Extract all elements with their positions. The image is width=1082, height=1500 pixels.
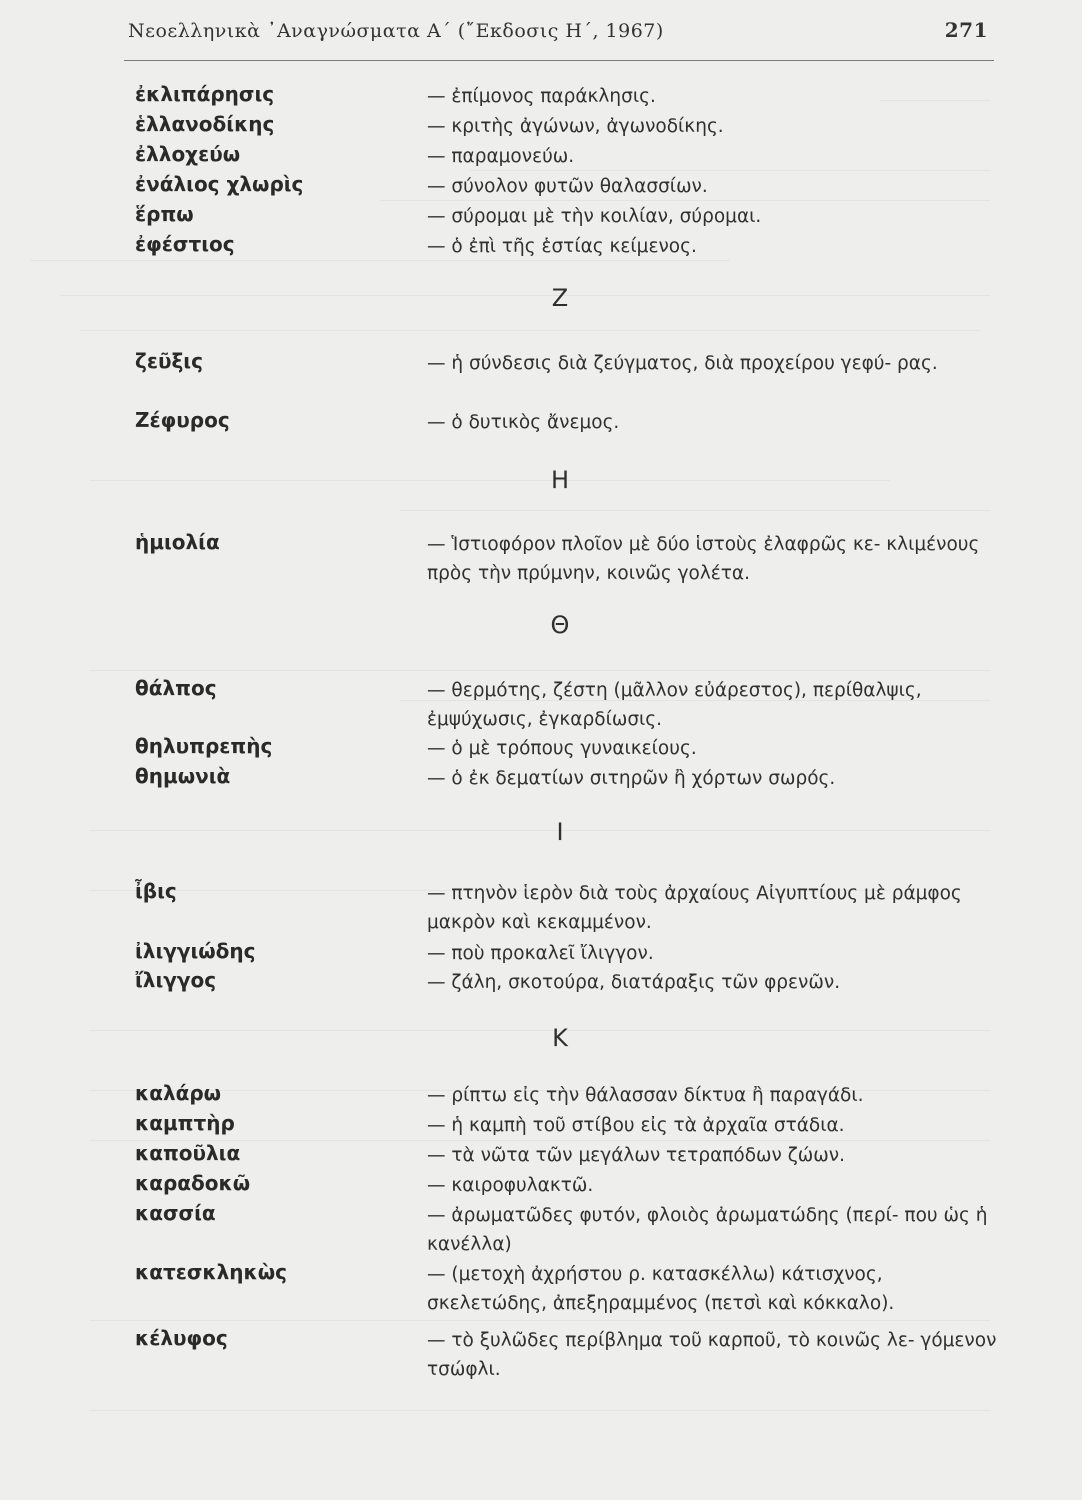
entry-definition: — παραμονεύω. xyxy=(427,146,575,167)
section-letter: Θ xyxy=(550,611,570,639)
header-rule xyxy=(124,60,994,61)
entry-definition: — ὁ μὲ τρόπους γυναικείους. xyxy=(427,738,697,759)
entry-term: ἐλλοχεύω xyxy=(135,142,241,166)
entry-term: καλάρω xyxy=(135,1081,222,1105)
entry-definition: — σύνολον φυτῶν θαλασσίων. xyxy=(427,176,708,197)
entry-definition: — ἡ σύνδεσις διὰ ζεύγματος, διὰ προχείρου γεφύ- ρας. xyxy=(427,353,938,374)
entry-term: θημωνιὰ xyxy=(135,764,231,788)
entry-definition: — ὁ δυτικὸς ἄνεμος. xyxy=(427,412,620,433)
book-title: Νεοελληνικὰ ᾿Αναγνώσματα Α΄ (῎Εκδοσις Η΄, 1967) xyxy=(128,20,664,42)
entry-term: καποῦλια xyxy=(135,1141,241,1165)
section-letter: Ζ xyxy=(551,284,569,312)
entry-term: θηλυπρεπὴς xyxy=(135,734,273,758)
entry-term: καμπτὴρ xyxy=(135,1111,235,1135)
entry-definition: — θερμότης, ζέστη (μᾶλλον εὐάρεστος), περίθαλψις, ἐμψύχωσις, ἐγκαρδίωσις. xyxy=(427,680,922,730)
entry-definition: — ὁ ἐκ δεματίων σιτηρῶν ἢ χόρτων σωρός. xyxy=(427,768,836,789)
entry-term: κέλυφος xyxy=(135,1326,228,1350)
section-letter: Η xyxy=(550,466,570,494)
entry-definition: — σύρομαι μὲ τὴν κοιλίαν, σύρομαι. xyxy=(427,206,762,227)
entry-definition: — ἐπίμονος παράκλησις. xyxy=(427,86,656,107)
section-letter: Κ xyxy=(552,1024,568,1052)
entry-term: Ζέφυρος xyxy=(135,408,230,432)
entry-definition: — ἀρωματῶδες φυτόν, φλοιὸς ἀρωματώδης (περί- που ὡς ἡ κανέλλα) xyxy=(427,1205,988,1255)
entry-definition: — (μετοχὴ ἀχρήστου ρ. κατασκέλλω) κάτισχνος, σκελετώδης, ἀπεξηραμμένος (πετσὶ καὶ κόκκαλο). xyxy=(427,1264,895,1314)
entry-term: ἰλιγγιώδης xyxy=(135,939,256,963)
entry-definition: — τὰ νῶτα τῶν μεγάλων τετραπόδων ζώων. xyxy=(427,1145,846,1166)
page-number: 271 xyxy=(944,18,988,42)
entry-term: ζεῦξις xyxy=(135,349,203,373)
entry-term: ἕρπω xyxy=(135,202,194,226)
entry-definition: — ὁ ἐπὶ τῆς ἑστίας κείμενος. xyxy=(427,236,697,257)
entry-term: ἐφέστιος xyxy=(135,232,235,256)
entry-definition: — ἡ καμπὴ τοῦ στίβου εἰς τὰ ἀρχαῖα στάδια. xyxy=(427,1115,845,1136)
entry-definition: — ποὺ προκαλεῖ ἴλιγγον. xyxy=(427,943,654,964)
entry-definition: — Ἱστιοφόρον πλοῖον μὲ δύο ἱστοὺς ἐλαφρῶς κε- κλιμένους πρὸς τὴν πρύμνην, κοινῶς γολέτα. xyxy=(427,534,980,584)
entry-term: κασσία xyxy=(135,1201,216,1225)
entry-definition: — κριτὴς ἀγώνων, ἀγωνοδίκης. xyxy=(427,116,724,137)
entry-term: ἡμιολία xyxy=(135,530,220,554)
entry-definition: — καιροφυλακτῶ. xyxy=(427,1175,594,1196)
entry-term: ἑλλανοδίκης xyxy=(135,112,275,136)
entry-term: θάλπος xyxy=(135,676,217,700)
entry-term: ἶβις xyxy=(135,879,177,903)
entry-term: καραδοκῶ xyxy=(135,1171,251,1195)
entry-term: κατεσκληκὼς xyxy=(135,1260,287,1284)
entry-definition: — τὸ ξυλῶδες περίβλημα τοῦ καρποῦ, τὸ κοινῶς λε- γόμενον τσώφλι. xyxy=(427,1330,997,1380)
entry-term: ἐνάλιος χλωρὶς xyxy=(135,172,304,196)
entry-term: ἴλιγγος xyxy=(135,968,217,992)
entry-term: ἐκλιπάρησις xyxy=(135,82,275,106)
running-header xyxy=(128,16,988,48)
entry-definition: — ζάλη, σκοτούρα, διατάραξις τῶν φρενῶν. xyxy=(427,972,841,993)
section-letter: Ι xyxy=(556,818,564,846)
entry-definition: — ρίπτω εἰς τὴν θάλασσαν δίκτυα ἢ παραγάδι. xyxy=(427,1085,864,1106)
entry-definition: — πτηνὸν ἱερὸν διὰ τοὺς ἀρχαίους Αἰγυπτίους μὲ ράμφος μακρὸν καὶ κεκαμμένον. xyxy=(427,883,962,933)
